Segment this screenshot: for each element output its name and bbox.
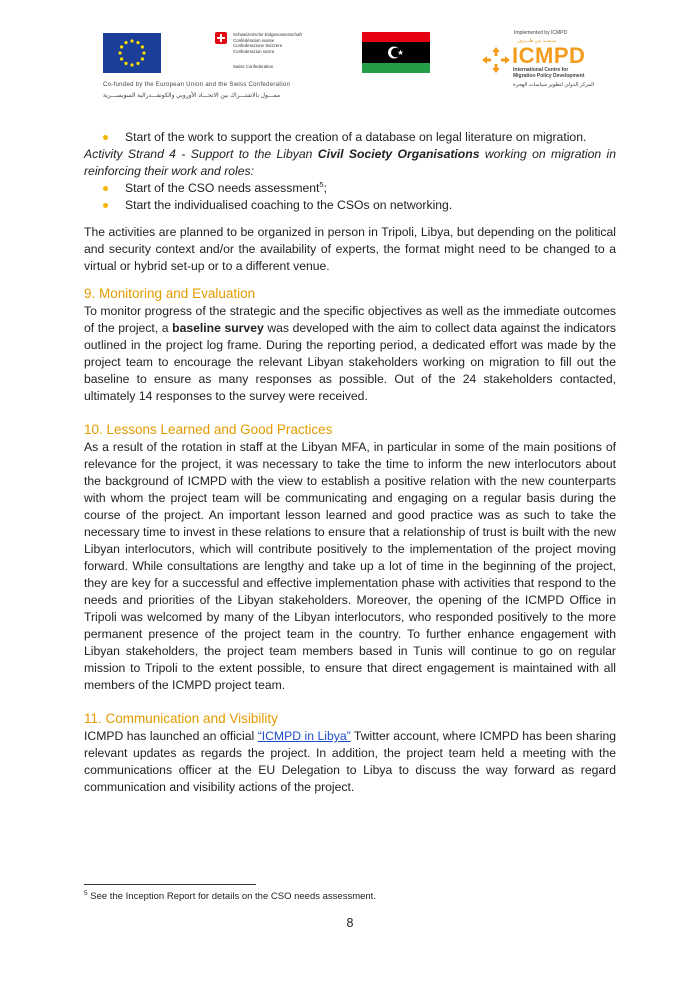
section-heading-monitoring: 9. Monitoring and Evaluation bbox=[84, 286, 256, 301]
footnote bbox=[84, 891, 376, 902]
communication-paragraph: ICMPD has launched an official “ICMPD in Libya” Twitter account, where ICMPD has been sharing relevant updates as regards the project. In addition, the project team held a meeting with the communications officer at the EU Delegation to Libya to discuss the way forward as regard communication and visibility actions of the project. bbox=[84, 729, 616, 794]
swiss-confederation-label: Swiss Confederation bbox=[233, 64, 274, 69]
footnote-text: See the Inception Report for details on the CSO needs assessment. bbox=[87, 891, 376, 902]
section-heading-communication: 11. Communication and Visibility bbox=[84, 711, 278, 726]
icmpd-in-libya-link[interactable]: “ICMPD in Libya” bbox=[257, 729, 351, 743]
cofunded-caption: Co-funded by the European Union and the Swiss Confederation bbox=[103, 82, 291, 88]
icmpd-full-name-line-2: Migration Policy Development bbox=[513, 72, 585, 79]
bullet-icon bbox=[103, 186, 108, 191]
implemented-by-arabic: منـفــذ من طـــرف bbox=[517, 38, 557, 44]
eu-flag-logo bbox=[103, 33, 161, 73]
header-logos bbox=[103, 30, 603, 102]
libya-flag-logo bbox=[362, 32, 430, 73]
footnote-number: 5 bbox=[84, 889, 88, 897]
activities-paragraph: The activities are planned to be organized in person in Tripoli, Libya, but depending on the political and security context and/or the availability of experts, the format might need to be changed to a virtual or hybrid set-up or to a different venue. bbox=[84, 225, 616, 273]
database-bullet-list bbox=[84, 129, 616, 146]
swiss-line-4: Confederaziun svizra bbox=[233, 48, 275, 54]
activity-strand-4-heading: Activity Strand 4 - Support to the Libyan Civil Society Organisations working on migration in reinforcing their work and roles: bbox=[84, 147, 616, 178]
lessons-paragraph: As a result of the rotation in staff at the Libyan MFA, in particular in some of the main positions of relevance for the project, it was necessary to take the time to inform the new interlocutors about the background of ICMPD with the view to establish a positive relation with the new counterparts with whom the project team will be communicating and engaging on a regular basis during the course of the project. An important lesson learned and good practice was as such to take the necessary time to invest in these relations to ensure that a relationship of trust is built with the new Libyan interlocutors, which will contribute positively to the implementation of the project moving forward. While consultations are lengthy and take up a lot of time in the beginning of the project, they are key for a successful and effective implementation phase with activities that respond to the needs and priorities of the Libyan stakeholders. Moreover, the opening of the ICMPD Office in Tripoli was welcomed by many of the Libyan interlocutors, who responded positively to the more permanent presence of the project team in the country. To further enhance engagement with Libyan stakeholders, the project team members based in Tunis will continue to go on regular mission to Tripoli to the extent possible, to ensure that direct engagement is maintained with all members of the ICMPD project team. bbox=[84, 440, 616, 692]
bullet-icon bbox=[103, 135, 108, 140]
swiss-line-1: Schweizerische Eidgenossenschaft bbox=[233, 32, 302, 37]
icmpd-logo bbox=[481, 30, 603, 96]
icmpd-wordmark: ICMPD bbox=[512, 43, 586, 68]
implemented-by-label: Implemented by ICMPD bbox=[514, 30, 568, 36]
icmpd-arabic-name: المركز الدولي لتطوير سياسات الهجرة bbox=[513, 82, 595, 88]
list-item: Start of the CSO needs assessment$^5$; bbox=[84, 180, 616, 197]
swiss-cross-icon bbox=[215, 32, 227, 44]
list-item: Start the individualised coaching to the CSOs on networking. bbox=[84, 197, 616, 214]
icmpd-arrows-icon bbox=[481, 46, 511, 74]
cso-bullet-list bbox=[84, 180, 616, 214]
swiss-confederation-logo bbox=[215, 32, 335, 76]
section-heading-lessons: 10. Lessons Learned and Good Practices bbox=[84, 422, 333, 437]
list-item: Start of the work to support the creation of a database on legal literature on migration. bbox=[84, 129, 616, 146]
icmpd-full-name-line-1: International Centre for bbox=[513, 67, 569, 73]
page-number: 8 bbox=[346, 916, 354, 930]
swiss-line-3: Confederazione Svizzera bbox=[233, 43, 283, 49]
footnote-reference[interactable]: 5 bbox=[319, 179, 324, 189]
cofunded-caption-arabic: ممـــول بالاشتـــراك بين الاتحـــاد الأوروبي والكونفـــدرالية السويســـرية bbox=[103, 93, 281, 99]
monitoring-paragraph: To monitor progress of the strategic and the specific objectives as well as the immediate outcomes of the project, a baseline survey was developed with the aim to collect data against the indicators outlined in the project log frame. During the reporting period, a dedicated effort was made by the project team to encourage the relevant Libyan stakeholders working on migration to fill out the baseline to ensure as many responses as possible. Out of the 24 stakeholders contacted, ultimately 14 responses to the survey were received. bbox=[84, 304, 616, 403]
swiss-line-2: Confédération suisse bbox=[233, 37, 275, 43]
report-body bbox=[84, 129, 616, 796]
footnote-divider bbox=[84, 884, 256, 885]
bullet-icon bbox=[103, 203, 108, 208]
